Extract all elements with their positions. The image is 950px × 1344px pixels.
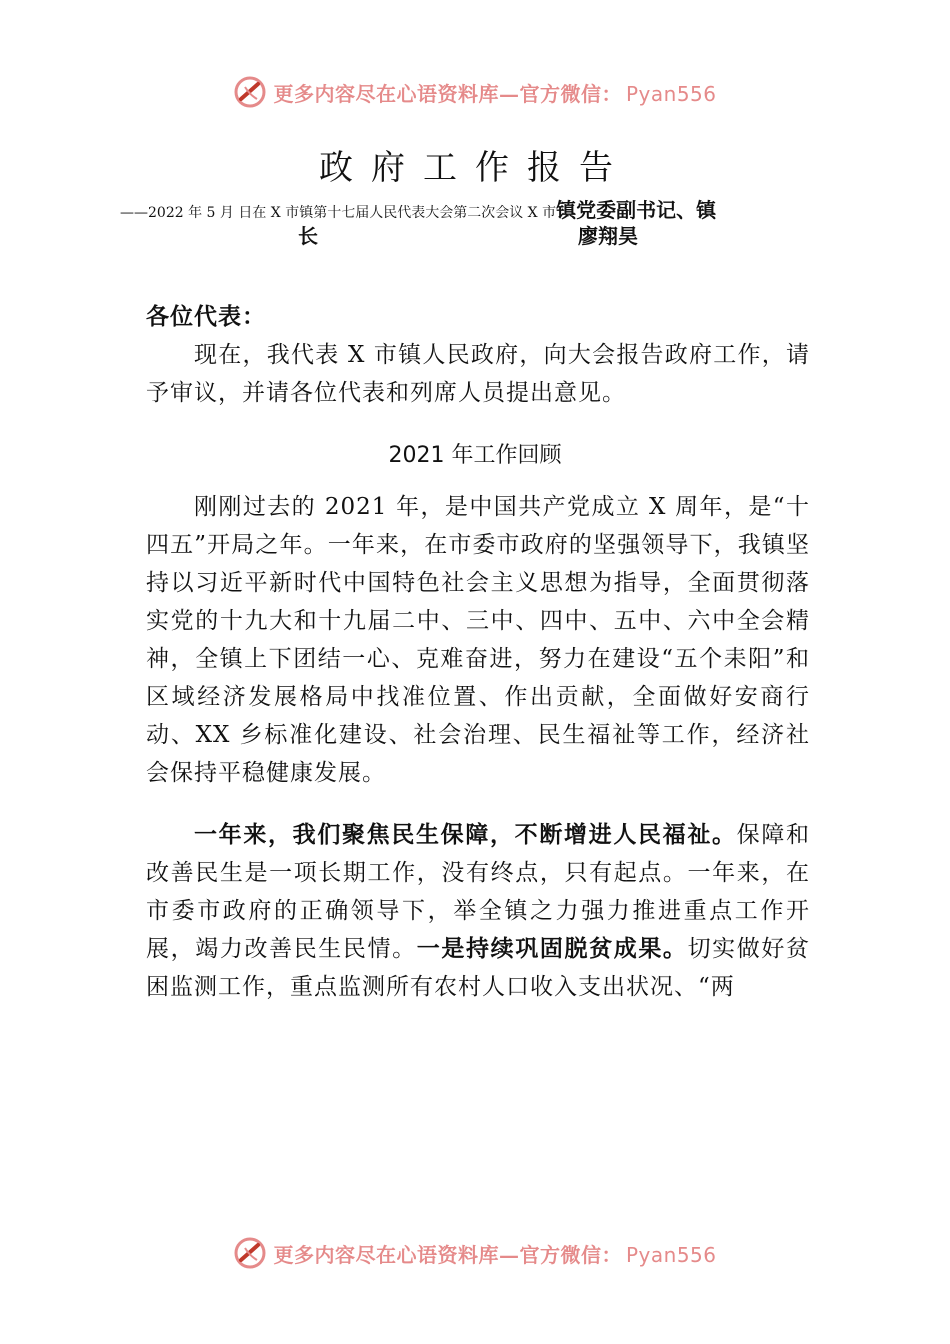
livelihood-paragraph [146,816,810,1006]
speaker-name: 廖翔昊 [578,224,638,248]
livelihood-text: 保障和改善民生是一项长期工作，没有终点，只有起点。一年来，在市委市政府的正确领导下，举全镇之力强力推进重点工作开展，竭力改善民生民情。 [146,822,811,962]
page-title: 政府工作报告 [319,148,631,188]
subtitle-role: 镇党委副书记、镇 [556,198,717,222]
subtitle-prefix: ——2022 年 5 月 日在 X 市镇第十七届人民代表大会第二次会议 X 市 [120,205,557,221]
footer-watermark [0,1233,950,1273]
header-watermark [0,72,950,112]
section-heading: 2021 年工作回顾 [388,443,562,468]
watermark-text: 更多内容尽在心语资料库—官方微信： Pyan556 [273,1242,717,1267]
brand-logo-icon [233,75,267,109]
subtitle-role-tail: 长 [298,224,318,248]
salutation: 各位代表： [146,303,266,330]
point-one-heading: 一是持续巩固脱贫成果。 [416,936,688,962]
point-one-text: 切实做好贫困监测工作，重点监测所有农村人口收入支出状况、“两 [146,936,811,1000]
livelihood-lead: 一年来，我们聚焦民生保障，不断增进人民福祉。 [194,821,737,848]
review-paragraph: 刚刚过去的 2021 年，是中国共产党成立 X 周年，是“十四五”开局之年。一年来，在市委市政府的坚强领导下，我镇坚持以习近平新时代中国特色社会主义思想为指导，全面贯彻落实党的十九大和十九届二中、三中、四中、五中、六中全会精神，全镇上下团结一心、克难奋进，努力在建设“五个耒阳”和区域经济发展格局中找准位置、作出贡献，全面做好安商行动、XX 乡标准化建设、社会治理、民生福祉等工作，经济社会保持平稳健康发展。 [146,494,810,786]
brand-logo-icon [233,1236,267,1270]
watermark-text: 更多内容尽在心语资料库—官方微信： Pyan556 [273,81,717,106]
subtitle-line1 [120,194,840,223]
intro-paragraph: 现在，我代表 X 市镇人民政府，向大会报告政府工作，请予审议，并请各位代表和列席人员提出意见。 [146,342,810,406]
